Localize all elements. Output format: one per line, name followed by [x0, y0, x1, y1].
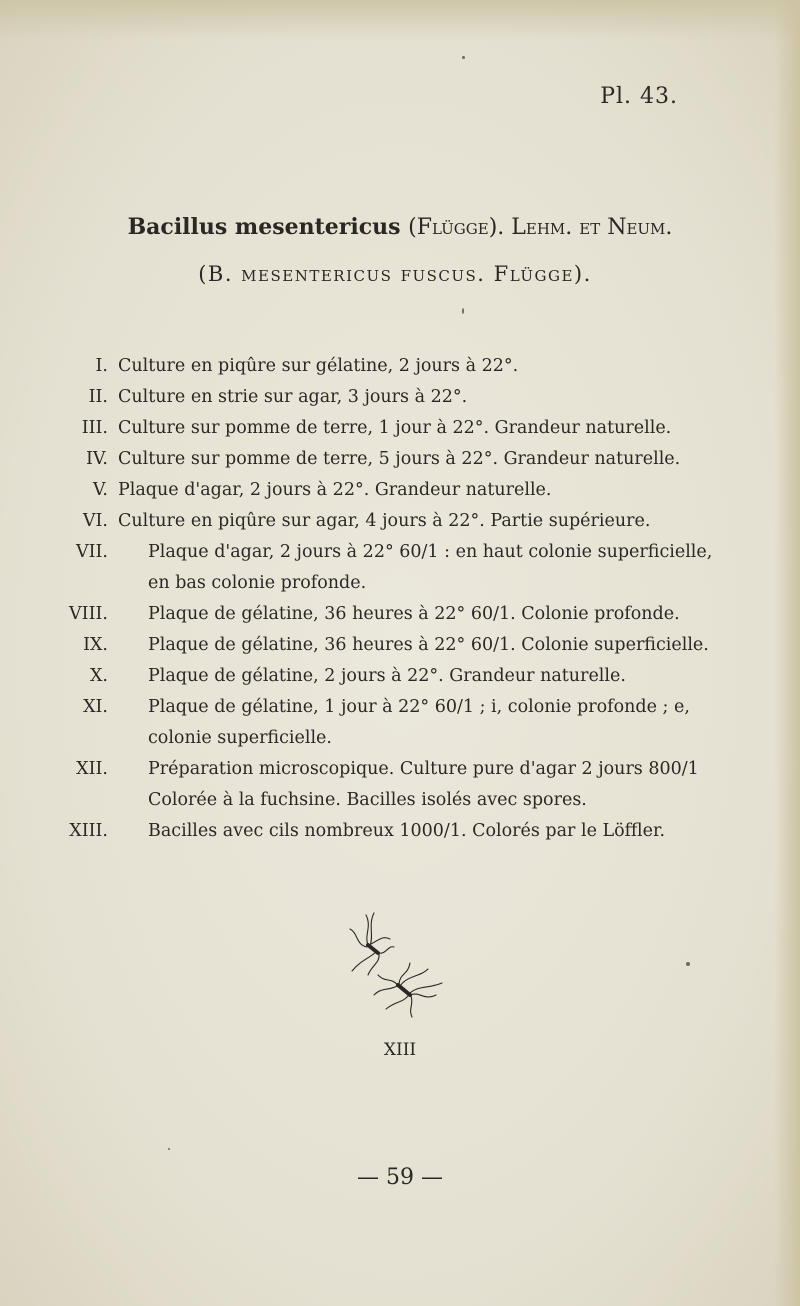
- legend-item-text: Colorée à la fuchsine. Bacilles isolés avec spores.: [148, 790, 587, 810]
- legend-item-text: Plaque d'agar, 2 jours à 22° 60/1 : en haut colonie superficielle,: [148, 542, 713, 562]
- plate-number: Pl. 43.: [600, 84, 678, 109]
- legend-item-text: Préparation microscopique. Culture pure d'agar 2 jours 800/1: [148, 759, 699, 779]
- legend-item-2: [0, 387, 760, 418]
- legend-item-text: Plaque de gélatine, 1 jour à 22° 60/1 ; i, colonie profonde ; e,: [148, 697, 690, 717]
- legend-item-7: [0, 542, 760, 573]
- legend-item-number: V.: [92, 480, 108, 500]
- species-author: (Flügge). Lehm. et Neum.: [408, 215, 673, 240]
- legend-item-text: Culture en piqûre sur agar, 4 jours à 22°. Partie supérieure.: [118, 511, 651, 531]
- figure-label: XIII: [383, 1040, 417, 1060]
- legend-item-12: [0, 759, 760, 790]
- legend-item-text: Culture en strie sur agar, 3 jours à 22°.: [118, 387, 468, 407]
- page-title: [0, 214, 800, 240]
- plate-legend-list: [0, 356, 760, 852]
- page-subtitle: (B. mesentericus fuscus. Flügge).: [198, 262, 592, 286]
- flagellated-bacilli-icon: [338, 905, 458, 1020]
- legend-item-13: [0, 821, 760, 852]
- legend-item-number: X.: [89, 666, 108, 686]
- paper-speck: [686, 962, 690, 966]
- legend-item-text: Culture sur pomme de terre, 1 jour à 22°. Grandeur naturelle.: [118, 418, 672, 438]
- legend-item-7-continuation: [0, 573, 760, 604]
- legend-item-number: IV.: [85, 449, 108, 469]
- legend-item-11: [0, 697, 760, 728]
- legend-item-text: Culture en piqûre sur gélatine, 2 jours à 22°.: [118, 356, 519, 376]
- legend-item-4: [0, 449, 760, 480]
- legend-item-6: [0, 511, 760, 542]
- legend-item-12-continuation: [0, 790, 760, 821]
- legend-item-number: VII.: [75, 542, 108, 562]
- legend-item-number: VIII.: [69, 604, 108, 624]
- legend-item-number: XIII.: [69, 821, 108, 841]
- legend-item-number: XI.: [83, 697, 108, 717]
- legend-item-3: [0, 418, 760, 449]
- legend-item-5: [0, 480, 760, 511]
- paper-edge-top: [0, 0, 800, 40]
- legend-item-11-continuation: [0, 728, 760, 759]
- legend-item-text: en bas colonie profonde.: [148, 573, 367, 593]
- legend-item-text: Plaque de gélatine, 36 heures à 22° 60/1. Colonie profonde.: [148, 604, 680, 624]
- paper-speck: [462, 56, 465, 59]
- legend-item-1: [0, 356, 760, 387]
- legend-item-text: Culture sur pomme de terre, 5 jours à 22°. Grandeur naturelle.: [118, 449, 681, 469]
- legend-item-number: I.: [95, 356, 108, 376]
- legend-item-number: II.: [88, 387, 108, 407]
- legend-item-text: Plaque de gélatine, 2 jours à 22°. Grandeur naturelle.: [148, 666, 626, 686]
- legend-item-text: Bacilles avec cils nombreux 1000/1. Colorés par le Löffler.: [148, 821, 666, 841]
- legend-item-text: Plaque d'agar, 2 jours à 22°. Grandeur naturelle.: [118, 480, 552, 500]
- legend-item-9: [0, 635, 760, 666]
- legend-item-10: [0, 666, 760, 697]
- legend-item-number: XII.: [76, 759, 108, 779]
- legend-item-text: Plaque de gélatine, 36 heures à 22° 60/1. Colonie superficielle.: [148, 635, 709, 655]
- legend-item-number: III.: [81, 418, 108, 438]
- paper-edge-right: [774, 0, 800, 1306]
- legend-item-8: [0, 604, 760, 635]
- legend-item-number: VI.: [82, 511, 108, 531]
- species-name: Bacillus mesentericus: [127, 214, 401, 240]
- paper-speck: [462, 308, 464, 314]
- legend-item-text: colonie superficielle.: [148, 728, 332, 748]
- legend-item-number: IX.: [83, 635, 108, 655]
- paper-speck: [168, 1148, 170, 1150]
- page-number: — 59 —: [357, 1165, 443, 1190]
